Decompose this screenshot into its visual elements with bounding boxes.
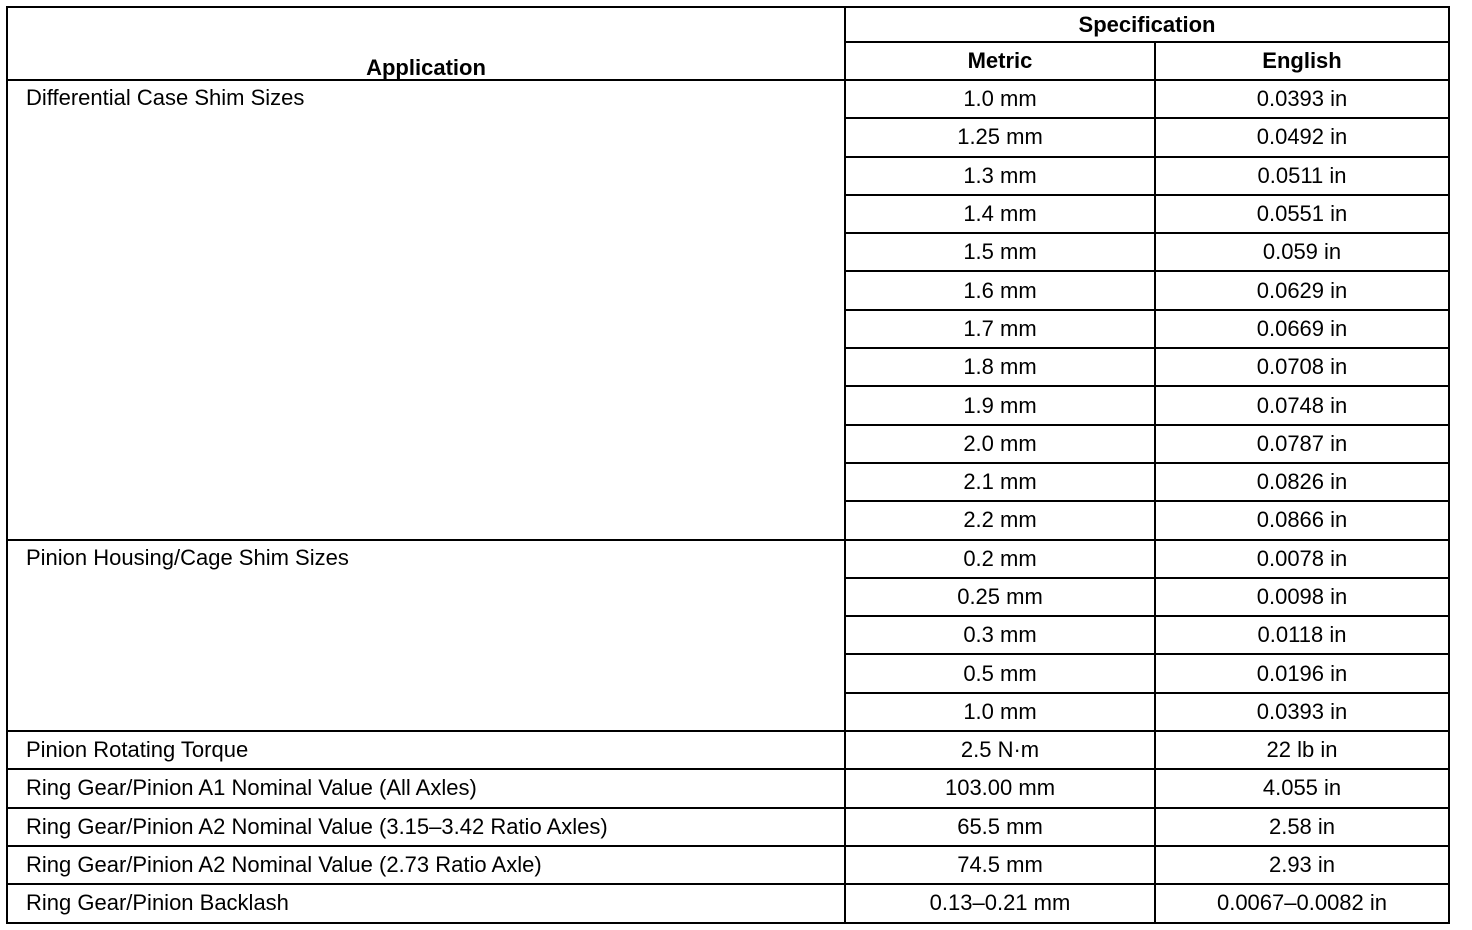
- english-value-cell: 0.0393 in: [1155, 80, 1449, 118]
- english-value-cell: 0.0511 in: [1155, 157, 1449, 195]
- application-cell: Ring Gear/Pinion Backlash: [7, 884, 845, 922]
- metric-value-cell: 1.5 mm: [845, 233, 1155, 271]
- table-body: [7, 80, 1449, 923]
- application-cell: Pinion Housing/Cage Shim Sizes: [7, 540, 845, 731]
- english-value-cell: 0.0118 in: [1155, 616, 1449, 654]
- metric-value-cell: 0.3 mm: [845, 616, 1155, 654]
- table-row: [7, 846, 1449, 884]
- table-row: [7, 731, 1449, 769]
- metric-value-cell: 2.5 N·m: [845, 731, 1155, 769]
- english-value-cell: 0.0748 in: [1155, 386, 1449, 424]
- application-cell: Differential Case Shim Sizes: [7, 80, 845, 540]
- metric-value-cell: 1.3 mm: [845, 157, 1155, 195]
- metric-value-cell: 1.25 mm: [845, 118, 1155, 156]
- english-value-cell: 2.93 in: [1155, 846, 1449, 884]
- english-value-cell: 0.0708 in: [1155, 348, 1449, 386]
- table-row: [7, 80, 1449, 118]
- english-value-cell: 0.0393 in: [1155, 693, 1449, 731]
- english-value-cell: 0.0067–0.0082 in: [1155, 884, 1449, 922]
- metric-value-cell: 103.00 mm: [845, 769, 1155, 807]
- metric-value-cell: 2.0 mm: [845, 425, 1155, 463]
- metric-value-cell: 1.0 mm: [845, 80, 1155, 118]
- english-value-cell: 0.0196 in: [1155, 654, 1449, 692]
- metric-value-cell: 0.5 mm: [845, 654, 1155, 692]
- english-value-cell: 4.055 in: [1155, 769, 1449, 807]
- metric-value-cell: 1.8 mm: [845, 348, 1155, 386]
- english-value-cell: 0.0078 in: [1155, 540, 1449, 578]
- english-value-cell: 0.059 in: [1155, 233, 1449, 271]
- metric-value-cell: 1.6 mm: [845, 271, 1155, 309]
- metric-value-cell: 1.9 mm: [845, 386, 1155, 424]
- application-cell: Ring Gear/Pinion A2 Nominal Value (3.15–3.42 Ratio Axles): [7, 808, 845, 846]
- metric-column-header: Metric: [845, 42, 1155, 80]
- table-row: [7, 808, 1449, 846]
- english-value-cell: 0.0826 in: [1155, 463, 1449, 501]
- english-value-cell: 0.0866 in: [1155, 501, 1449, 539]
- application-cell: Ring Gear/Pinion A1 Nominal Value (All Axles): [7, 769, 845, 807]
- application-cell: Ring Gear/Pinion A2 Nominal Value (2.73 Ratio Axle): [7, 846, 845, 884]
- metric-value-cell: 1.7 mm: [845, 310, 1155, 348]
- metric-value-cell: 74.5 mm: [845, 846, 1155, 884]
- metric-value-cell: 0.2 mm: [845, 540, 1155, 578]
- metric-value-cell: 2.2 mm: [845, 501, 1155, 539]
- english-value-cell: 0.0629 in: [1155, 271, 1449, 309]
- metric-value-cell: 0.25 mm: [845, 578, 1155, 616]
- english-value-cell: 0.0098 in: [1155, 578, 1449, 616]
- table-row: [7, 884, 1449, 922]
- metric-value-cell: 1.0 mm: [845, 693, 1155, 731]
- specification-header: Specification: [845, 7, 1449, 42]
- english-value-cell: 0.0669 in: [1155, 310, 1449, 348]
- table-row: [7, 540, 1449, 578]
- english-value-cell: 0.0787 in: [1155, 425, 1449, 463]
- metric-value-cell: 65.5 mm: [845, 808, 1155, 846]
- english-value-cell: 2.58 in: [1155, 808, 1449, 846]
- english-column-header: English: [1155, 42, 1449, 80]
- english-value-cell: 0.0551 in: [1155, 195, 1449, 233]
- metric-value-cell: 0.13–0.21 mm: [845, 884, 1155, 922]
- metric-value-cell: 1.4 mm: [845, 195, 1155, 233]
- specification-table: [6, 6, 1450, 924]
- application-column-header: Application: [7, 7, 845, 80]
- metric-value-cell: 2.1 mm: [845, 463, 1155, 501]
- english-value-cell: 22 lb in: [1155, 731, 1449, 769]
- english-value-cell: 0.0492 in: [1155, 118, 1449, 156]
- application-cell: Pinion Rotating Torque: [7, 731, 845, 769]
- table-row: [7, 769, 1449, 807]
